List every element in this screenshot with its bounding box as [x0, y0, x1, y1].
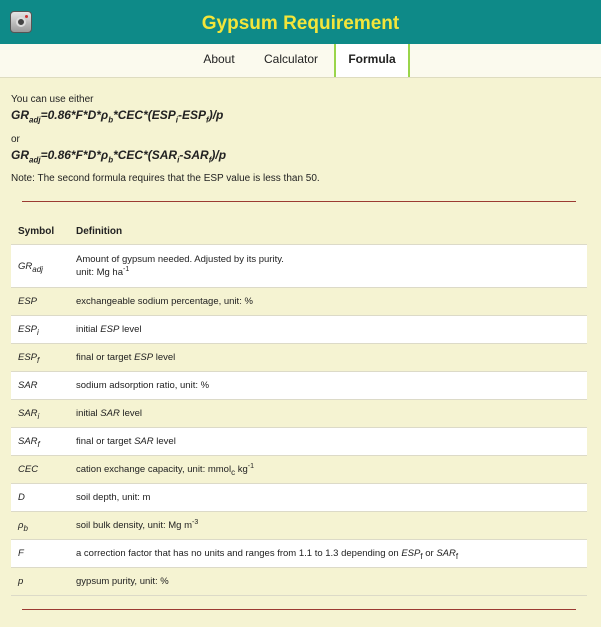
definition-cell: initial ESP level — [69, 316, 587, 344]
definition-cell: soil depth, unit: m — [69, 484, 587, 512]
table-row — [11, 428, 587, 456]
definition-cell: gypsum purity, unit: % — [69, 568, 587, 596]
table-row — [11, 456, 587, 484]
app-title: Gypsum Requirement — [201, 13, 400, 34]
note-text: Note: The second formula requires that the ESP value is less than 50. — [11, 173, 320, 184]
tab-calculator[interactable]: Calculator — [263, 52, 319, 66]
or-text: or — [11, 134, 20, 145]
symbol-cell: F — [11, 540, 69, 568]
symbol-cell: $SAR_i$ — [11, 400, 69, 428]
header-symbol: Symbol — [11, 218, 69, 245]
symbol-cell: $GR_{adj}$ — [11, 245, 69, 288]
definition-cell: sodium adsorption ratio, unit: % — [69, 372, 587, 400]
symbol-cell: SAR — [11, 372, 69, 400]
definition-cell: initial SAR level — [69, 400, 587, 428]
symbol-cell: $SAR_f$ — [11, 428, 69, 456]
symbol-cell: p — [11, 568, 69, 596]
symbol-cell: $ESP_f$ — [11, 344, 69, 372]
symbol-cell: CEC — [11, 456, 69, 484]
divider-bottom — [22, 609, 576, 610]
table-row — [11, 400, 587, 428]
divider-top — [22, 201, 576, 202]
header-definition: Definition — [69, 218, 587, 245]
definition-cell: a correction factor that has no units and ranges from 1.1 to 1.3 depending on $ESP_f$ or $SAR_f$ — [69, 540, 587, 568]
formula-sar: $GR_{adj}=0.86*F*D*\rho_b*CEC*(SAR_i-SAR_f)/p$ — [11, 148, 227, 165]
definition-cell: Amount of gypsum needed. Adjusted by its purity. unit: Mg $ha^{-1}$ — [69, 245, 587, 288]
table-row — [11, 484, 587, 512]
table-row — [11, 288, 587, 316]
table-row — [11, 316, 587, 344]
table-row — [11, 540, 587, 568]
definition-cell: soil bulk density, unit: Mg $m^{-3}$ — [69, 512, 587, 540]
tab-formula[interactable]: Formula — [334, 44, 410, 77]
definition-cell: final or target SAR level — [69, 428, 587, 456]
table-row — [11, 512, 587, 540]
symbol-cell: $ESP_i$ — [11, 316, 69, 344]
definition-cell: cation exchange capacity, unit: mmol$_c$ $kg^{-1}$ — [69, 456, 587, 484]
definition-cell: exchangeable sodium percentage, unit: % — [69, 288, 587, 316]
app-header — [0, 0, 601, 45]
tab-about[interactable]: About — [203, 52, 235, 66]
tab-bar — [0, 44, 601, 78]
table-row — [11, 344, 587, 372]
definition-cell: final or target ESP level — [69, 344, 587, 372]
table-row — [11, 568, 587, 596]
symbol-cell: ESP — [11, 288, 69, 316]
formula-esp: $GR_{adj}=0.86*F*D*\rho_b*CEC*(ESP_i-ESP_f)/p$ — [11, 108, 224, 125]
symbol-cell: D — [11, 484, 69, 512]
table-header-row — [11, 218, 587, 245]
symbol-cell: $\rho_b$ — [11, 512, 69, 540]
definitions-table — [11, 218, 587, 596]
table-row — [11, 245, 587, 288]
intro-text: You can use either — [11, 94, 94, 105]
table-row — [11, 372, 587, 400]
